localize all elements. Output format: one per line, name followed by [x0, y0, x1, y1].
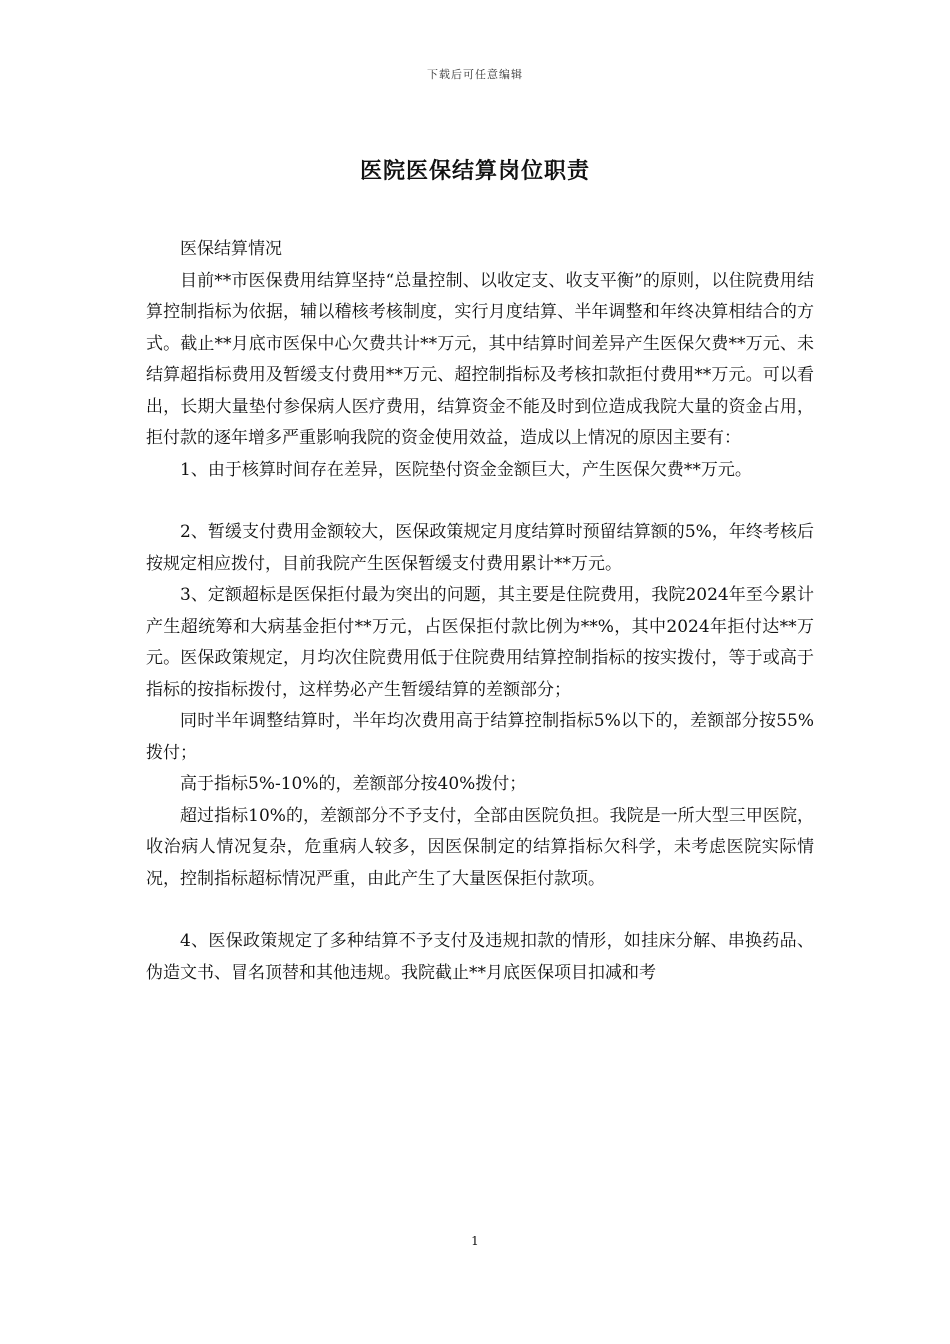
body-paragraph: 目前**市医保费用结算坚持“总量控制、以收定支、收支平衡”的原则，以住院费用结算控制指标为依据，辅以稽核考核制度，实行月度结算、半年调整和年终决算相结合的方式。截止**月底市医保中心欠费共计**万元，其中结算时间差异产生医保欠费**万元、未结算超指标费用及暂缓支付费用**万元、超控制指标及考核扣款拒付费用**万元。可以看出，长期大量垫付参保病人医疗费用，结算资金不能及时到位造成我院大量的资金占用，拒付款的逐年增多严重影响我院的资金使用效益，造成以上情况的原因主要有：: [146, 270, 814, 448]
section-heading: 医保结算情况: [180, 239, 282, 259]
body-paragraph: 4、医保政策规定了多种结算不予支付及违规扣款的情形，如挂床分解、串换药品、伪造文书、冒名顶替和其他违规。我院截止**月底医保项目扣减和考: [146, 931, 814, 983]
body-paragraph: 同时半年调整结算时，半年均次费用高于结算控制指标5%以下的，差额部分按55%拨付；: [146, 711, 814, 763]
body-paragraph: 1、由于核算时间存在差异，医院垫付资金金额巨大，产生医保欠费**万元。: [180, 459, 752, 480]
body-paragraph: 2、暂缓支付费用金额较大，医保政策规定月度结算时预留结算额的5%，年终考核后按规定相应拨付，目前我院产生医保暂缓支付费用累计**万元。: [146, 522, 814, 574]
body-paragraph: 超过指标10%的，差额部分不予支付，全部由医院负担。我院是一所大型三甲医院，收治病人情况复杂，危重病人较多，因医保制定的结算指标欠科学，未考虑医院实际情况，控制指标超标情况严重，由此产生了大量医保拒付款项。: [146, 805, 814, 889]
document-body: [146, 234, 814, 989]
page-number: 1: [471, 1234, 479, 1248]
header-note: 下载后可任意编辑: [427, 68, 523, 81]
body-paragraph: 高于指标5%-10%的，差额部分按40%拨付；: [180, 774, 527, 794]
body-paragraph: 3、定额超标是医保拒付最为突出的问题，其主要是住院费用，我院2024年至今累计产生超统筹和大病基金拒付**万元，占医保拒付款比例为**%，其中2024年拒付达**万元。医保政策规定，月均次住院费用低于住院费用结算控制指标的按实拨付，等于或高于指标的按指标拨付，这样势必产生暂缓结算的差额部分；: [146, 585, 814, 700]
document-title: 医院医保结算岗位职责: [359, 158, 590, 184]
